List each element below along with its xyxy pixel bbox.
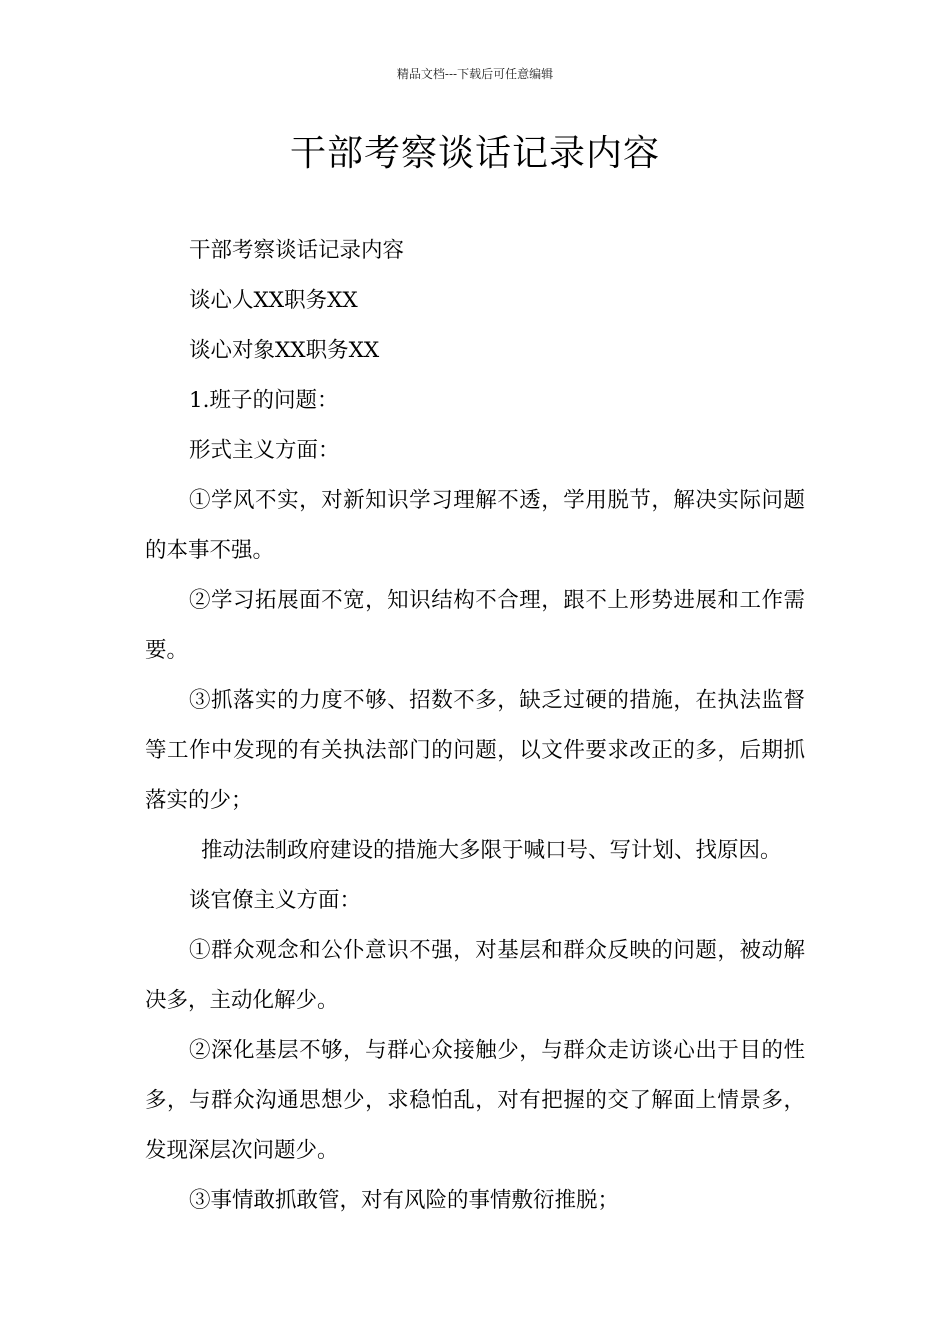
document-title: 干部考察谈话记录内容 xyxy=(289,133,660,174)
paragraph-bureaucracy-item-2: ②深化基层不够，与群心众接触少，与群众走访谈心出于目的性多，与群众沟通思想少，求稳怕乱，对有把握的交了解面上情景多，发现深层次问题少。 xyxy=(145,1038,805,1163)
paragraph-formalism-item-2: ②学习拓展面不宽，知识结构不合理，跟不上形势进展和工作需要。 xyxy=(145,588,805,663)
paragraph-formalism-item-1: ①学风不实，对新知识学习理解不透，学用脱节，解决实际问题的本事不强。 xyxy=(145,488,805,563)
paragraph-bureaucracy-heading: 谈官僚主义方面： xyxy=(189,888,362,913)
paragraph-subtitle: 干部考察谈话记录内容 xyxy=(189,238,405,263)
paragraph-formalism-item-3: ③抓落实的力度不够、招数不多，缺乏过硬的措施，在执法监督等工作中发现的有关执法部门的问题，以文件要求改正的多，后期抓落实的少； xyxy=(145,688,805,813)
paragraph-formalism-note: 推动法制政府建设的措施大多限于喊口号、写计划、找原因。 xyxy=(201,838,782,863)
paragraph-formalism-heading: 形式主义方面： xyxy=(189,438,340,463)
paragraph-section-team-issues: 1.班子的问题： xyxy=(189,388,339,413)
paragraph-interviewer: 谈心人XX职务XX xyxy=(189,288,358,313)
paragraph-bureaucracy-item-3: ③事情敢抓敢管，对有风险的事情敷衍推脱； xyxy=(189,1188,620,1213)
paragraph-interviewee: 谈心对象XX职务XX xyxy=(189,338,380,363)
page-header: 精品文档---下载后可任意编辑 xyxy=(396,67,554,81)
paragraph-bureaucracy-item-1: ①群众观念和公仆意识不强，对基层和群众反映的问题，被动解决多，主动化解少。 xyxy=(145,938,805,1013)
document-body xyxy=(145,226,805,1226)
